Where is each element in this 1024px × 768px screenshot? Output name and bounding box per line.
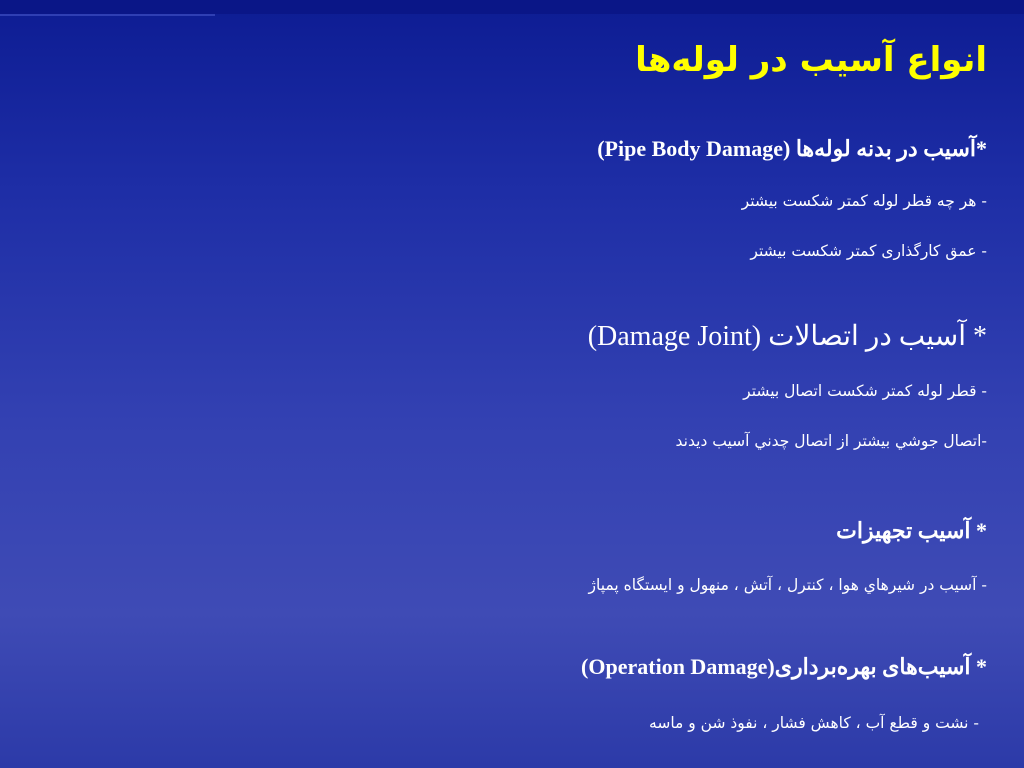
- bullet-depth-break: - عمق کارگذاری کمتر شکست بیشتر: [750, 242, 987, 260]
- bullet-diameter-break: - هر چه قطر لوله کمتر شکست بیشتر: [741, 192, 987, 210]
- bullet-joint-diameter: - قطر لوله کمتر شکست اتصال بیشتر: [743, 382, 987, 400]
- section-heading-joint-damage: * آسیب در اتصالات (Damage Joint): [587, 321, 987, 352]
- top-band: [0, 0, 1024, 14]
- section-heading-pipe-body-damage: *آسیب در بدنه لوله‌ها (Pipe Body Damage): [597, 136, 987, 161]
- section-heading-operation-damage: * آسیب‌های بهره‌برداری(Operation Damage): [581, 654, 987, 679]
- section-heading-equipment-damage: * آسیب تجهیزات: [836, 518, 987, 543]
- bullet-valves-stations: - آسیب در شيرهاي هوا ، کنترل ، آتش ، منهول و ایستگاه پمپاژ: [588, 576, 987, 594]
- slide-title: انواع آسیب در لوله‌ها: [635, 40, 987, 80]
- bullet-leak-pressure: - نشت و قطع آب ، کاهش فشار ، نفوذ شن و ماسه: [649, 714, 979, 732]
- bullet-welded-joints: -اتصال جوشي بيشتر از اتصال چدني آسيب ديدند: [675, 432, 987, 450]
- top-rule: [0, 14, 215, 16]
